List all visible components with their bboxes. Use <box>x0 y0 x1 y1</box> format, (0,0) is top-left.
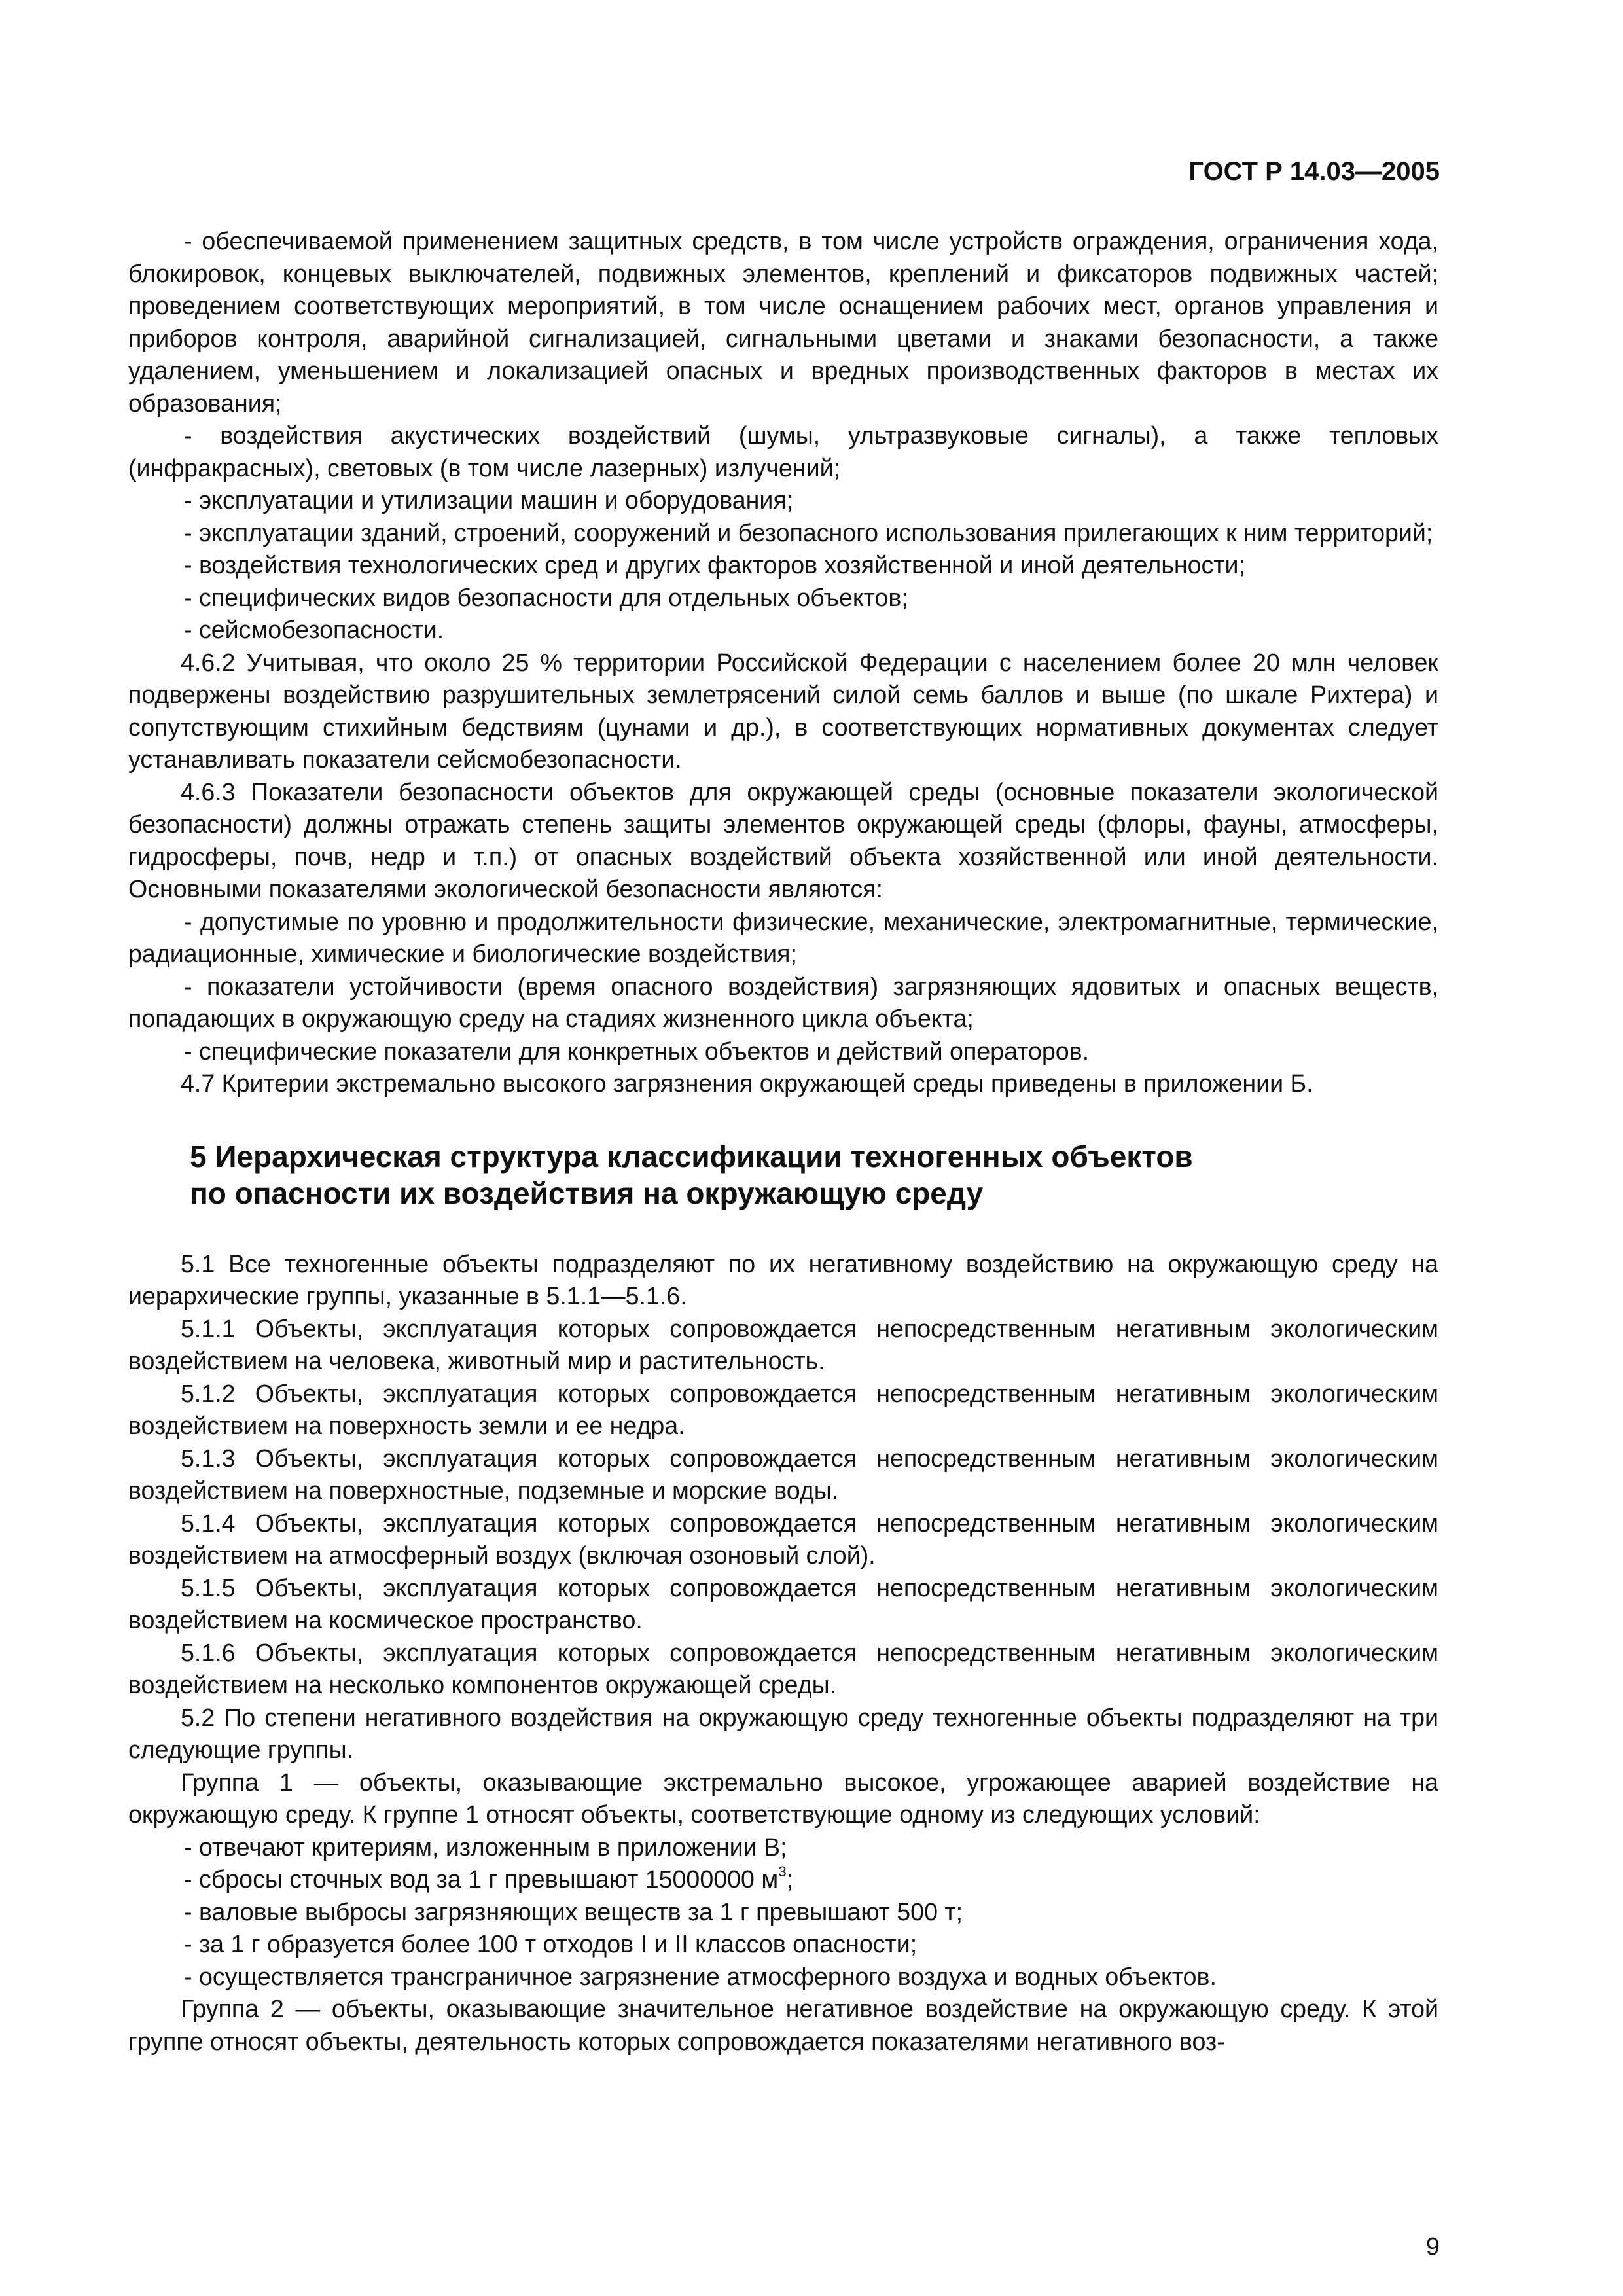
clause-5-1-2: 5.1.2 Объекты, эксплуатация которых сопровождается непосредственным негативным экологическим воздействием на поверхность земли и ее недра. <box>128 1379 1438 1439</box>
clause-5-2: 5.2 По степени негативного воздействия на окружающую среду техногенные объекты подразделяют на три следующие группы. <box>128 1703 1438 1763</box>
list-item: - специфических видов безопасности для отдельных объектов; <box>184 583 908 611</box>
list-item-wastewater <box>128 1863 1438 1896</box>
section-5-heading <box>190 1138 1438 1211</box>
group-2-description: Группа 2 — объекты, оказывающие значительное негативное воздействие на окружающую среду. К этой группе относят объекты, деятельность которых сопровождается показателями негативного воз- <box>128 1995 1438 2055</box>
clause-5-1-3: 5.1.3 Объекты, эксплуатация которых сопровождается непосредственным негативным экологическим воздействием на поверхностные, подземные и морские воды. <box>128 1444 1438 1504</box>
page-number: 9 <box>1425 2233 1440 2261</box>
wastewater-end: ; <box>786 1865 794 1893</box>
list-item: - обеспечиваемой применением защитных средств, в том числе устройств ограждения, ограничения хода, блокировок, концевых выключателей, подвижных элементов, креплений и фиксаторов подвижных частей; проведением соответствующих мероприятий, в том числе оснащением рабочих мест, органов управления и приборов контроля, аварийной сигнализацией, сигнальными цветами и знаками безопасности, а также удалением, уменьшением и локализацией опасных и вредных производственных факторов в местах их образования; <box>128 227 1438 417</box>
list-item: - сейсмобезопасности. <box>184 616 444 643</box>
list-item: - воздействия акустических воздействий (шумы, ультразвуковые сигналы), а также тепловых (инфракрасных), световых (в том числе лазерных) излучений; <box>128 422 1438 482</box>
clause-5-1-1: 5.1.1 Объекты, эксплуатация которых сопровождается непосредственным негативным экологическим воздействием на человека, животный мир и растительность. <box>128 1314 1438 1374</box>
clause-4-6-3: 4.6.3 Показатели безопасности объектов для окружающей среды (основные показатели экологической безопасности) должны отражать степень защиты элементов окружающей среды (флоры, фауны, атмосферы, гидросферы, почв, недр и т.п.) от опасных воздействий объекта хозяйственной или иной деятельности. Основными показателями экологической безопасности являются: <box>128 778 1438 903</box>
list-item: - осуществляется трансграничное загрязнение атмосферного воздуха и водных объектов. <box>184 1962 1217 1990</box>
clause-5-1: 5.1 Все техногенные объекты подразделяют по их негативному воздействию на окружающую среду на иерархические группы, указанные в 5.1.1—5.1.6. <box>128 1249 1438 1310</box>
cubic-superscript: 3 <box>778 1863 787 1880</box>
wastewater-text: - сбросы сточных вод за 1 г превышают 15000000 м <box>184 1865 779 1893</box>
group-1-description: Группа 1 — объекты, оказывающие экстремально высокое, угрожающее аварией воздействие на окружающую среду. К группе 1 относят объекты, соответствующие одному из следующих условий: <box>128 1768 1438 1828</box>
page-body <box>128 225 1438 2058</box>
list-item: - специфические показатели для конкретных объектов и действий операторов. <box>184 1037 1090 1065</box>
list-item: - эксплуатации зданий, строений, сооружений и безопасного использования прилегающих к ним территорий; <box>184 518 1433 547</box>
list-item: - показатели устойчивости (время опасного воздействия) загрязняющих ядовитых и опасных веществ, попадающих в окружающую среду на стадиях жизненного цикла объекта; <box>128 972 1438 1032</box>
list-item: - допустимые по уровню и продолжительности физические, механические, электромагнитные, термические, радиационные, химические и биологические воздействия; <box>128 907 1438 967</box>
clause-5-1-5: 5.1.5 Объекты, эксплуатация которых сопровождается непосредственным негативным экологическим воздействием на космическое пространство. <box>128 1573 1438 1634</box>
list-item: - за 1 г образуется более 100 т отходов I и II классов опасности; <box>184 1930 918 1958</box>
clause-5-1-4: 5.1.4 Объекты, эксплуатация которых сопровождается непосредственным негативным экологическим воздействием на атмосферный воздух (включая озоновый слой). <box>128 1509 1438 1569</box>
section-5-title-line2: по опасности их воздействия на окружающую среду <box>190 1175 984 1210</box>
section-5-title-line1: 5 Иерархическая структура классификации техногенных объектов <box>190 1139 1193 1174</box>
list-item: - эксплуатации и утилизации машин и оборудования; <box>184 486 794 514</box>
list-item: - воздействия технологических сред и других факторов хозяйственной и иной деятельности; <box>184 551 1245 579</box>
clause-4-7: 4.7 Критерии экстремально высокого загрязнения окружающей среды приведены в приложении Б. <box>181 1069 1313 1097</box>
list-item: - валовые выбросы загрязняющих веществ за 1 г превышают 500 т; <box>184 1897 963 1926</box>
clause-5-1-6: 5.1.6 Объекты, эксплуатация которых сопровождается непосредственным негативным экологическим воздействием на несколько компонентов окружающей среды. <box>128 1638 1438 1698</box>
list-item: - отвечают критериям, изложенным в приложении В; <box>184 1833 787 1861</box>
standard-code: ГОСТ Р 14.03—2005 <box>1188 157 1440 186</box>
clause-4-6-2: 4.6.2 Учитывая, что около 25 % территории Российской Федерации с населением более 20 млн человек подвержены воздействию разрушительных землетрясений силой семь баллов и выше (по шкале Рихтера) и сопутствующим стихийным бедствиям (цунами и др.), в соответствующих нормативных документах следует устанавливать показатели сейсмобезопасности. <box>128 648 1438 773</box>
